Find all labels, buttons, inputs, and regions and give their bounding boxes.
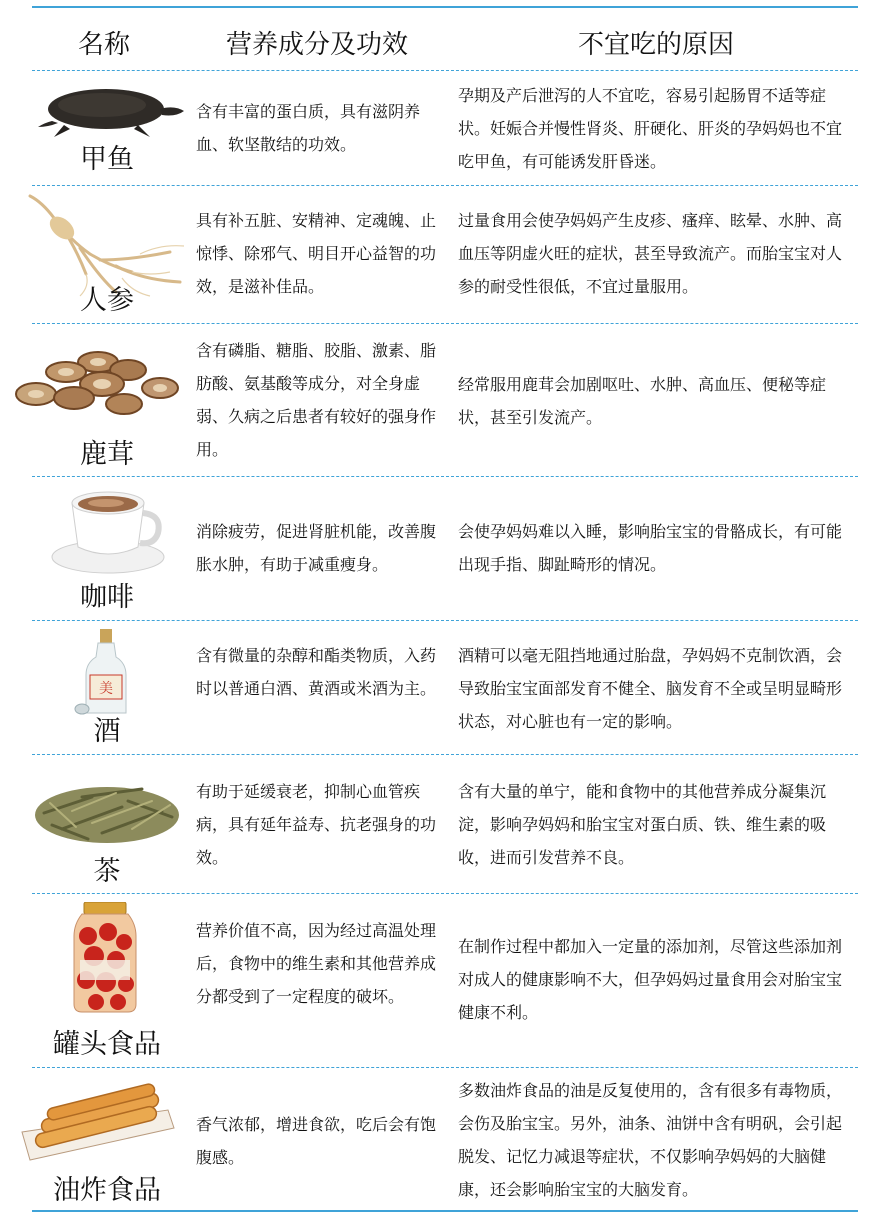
row-benefit: 消除疲劳，促进肾脏机能，改善腹胀水肿，有助于减重瘦身。: [196, 522, 437, 574]
table-row: [32, 755, 858, 894]
row-reason: 多数油炸食品的油是反复使用的，含有很多有毒物质，会伤及胎宝宝。另外，油条、油饼中含有明矾，会引起脱发、记忆力减退等症状，不仅影响孕妈妈的大脑健康，还会影响胎宝宝的大脑发育。: [458, 1081, 843, 1199]
row-name: 酒: [93, 716, 121, 747]
header-name: 名称: [78, 30, 131, 60]
row-name: 甲鱼: [80, 144, 134, 175]
row-reason: 酒精可以毫无阻挡地通过胎盘，孕妈妈不克制饮酒，会导致胎宝宝面部发育不健全、脑发育不全或呈明显畸形状态，对心脏也有一定的影响。: [458, 646, 843, 731]
row-reason: 孕期及产后泄泻的人不宜吃，容易引起肠胃不适等症状。妊娠合并慢性肾炎、肝硬化、肝炎的孕妈妈也不宜吃甲鱼，有可能诱发肝昏迷。: [458, 86, 843, 171]
row-benefit: 有助于延缓衰老，抑制心血管疾病，具有延年益寿、抗老强身的功效。: [196, 782, 437, 867]
row-benefit: 具有补五脏、安精神、定魂魄、止惊悸、除邪气、明目开心益智的功效，是滋补佳品。: [196, 211, 437, 296]
row-name: 油炸食品: [53, 1175, 161, 1206]
row-benefit: 含有微量的杂醇和酯类物质，入药时以普通白酒、黄酒或米酒为主。: [196, 646, 437, 698]
row-benefit: 含有丰富的蛋白质，具有滋阴养血、软坚散结的功效。: [196, 102, 421, 154]
row-reason: 经常服用鹿茸会加剧呕吐、水肿、高血压、便秘等症状，甚至引发流产。: [458, 375, 827, 427]
table-row: [32, 621, 858, 755]
liquor-bottle-icon: [72, 629, 142, 717]
turtle-icon: [34, 79, 184, 139]
row-benefit: 含有磷脂、糖脂、胶脂、激素、脂肪酸、氨基酸等成分，对全身虚弱、久病之后患者有较好的强身作用。: [196, 341, 437, 459]
coffee-cup-icon: [50, 481, 170, 577]
table-row: [32, 71, 858, 186]
bottom-rule: [32, 1210, 858, 1212]
table-row: [32, 1068, 858, 1210]
row-name: 茶: [93, 856, 121, 887]
row-reason: 含有大量的单宁，能和食物中的其他营养成分凝集沉淀，影响孕妈妈和胎宝宝对蛋白质、铁、维生素的吸收，进而引发营养不良。: [458, 782, 827, 867]
row-name: 人参: [80, 285, 134, 316]
table-row: [32, 894, 858, 1068]
food-table: [32, 0, 858, 1225]
fried-dough-sticks-icon: [18, 1080, 178, 1164]
antler-slices-icon: [6, 346, 186, 426]
row-name: 咖啡: [80, 582, 134, 613]
table-header: [32, 8, 858, 70]
tea-leaves-icon: [32, 767, 182, 847]
table-row: [32, 324, 858, 477]
table-row: [32, 186, 858, 324]
row-name: 罐头食品: [53, 1029, 161, 1060]
svg-text:美: 美: [99, 681, 113, 697]
row-reason: 过量食用会使孕妈妈产生皮疹、瘙痒、眩晕、水肿、高血压等阴虚火旺的症状，甚至导致流产。而胎宝宝对人参的耐受性很低，不宜过量服用。: [458, 211, 843, 296]
row-benefit: 香气浓郁，增进食欲，吃后会有饱腹感。: [196, 1115, 437, 1167]
row-name: 鹿茸: [80, 439, 134, 470]
canned-fruit-jar-icon: [70, 902, 140, 1014]
header-reason: 不宜吃的原因: [578, 30, 735, 60]
row-reason: 会使孕妈妈难以入睡，影响胎宝宝的骨骼成长，有可能出现手指、脚趾畸形的情况。: [458, 522, 843, 574]
row-benefit: 营养价值不高，因为经过高温处理后，食物中的维生素和其他营养成分都受到了一定程度的破坏。: [196, 921, 437, 1006]
table-row: [32, 477, 858, 621]
row-reason: 在制作过程中都加入一定量的添加剂，尽管这些添加剂对成人的健康影响不大，但孕妈妈过量食用会对胎宝宝健康不利。: [458, 937, 843, 1022]
header-benefit: 营养成分及功效: [226, 30, 409, 60]
